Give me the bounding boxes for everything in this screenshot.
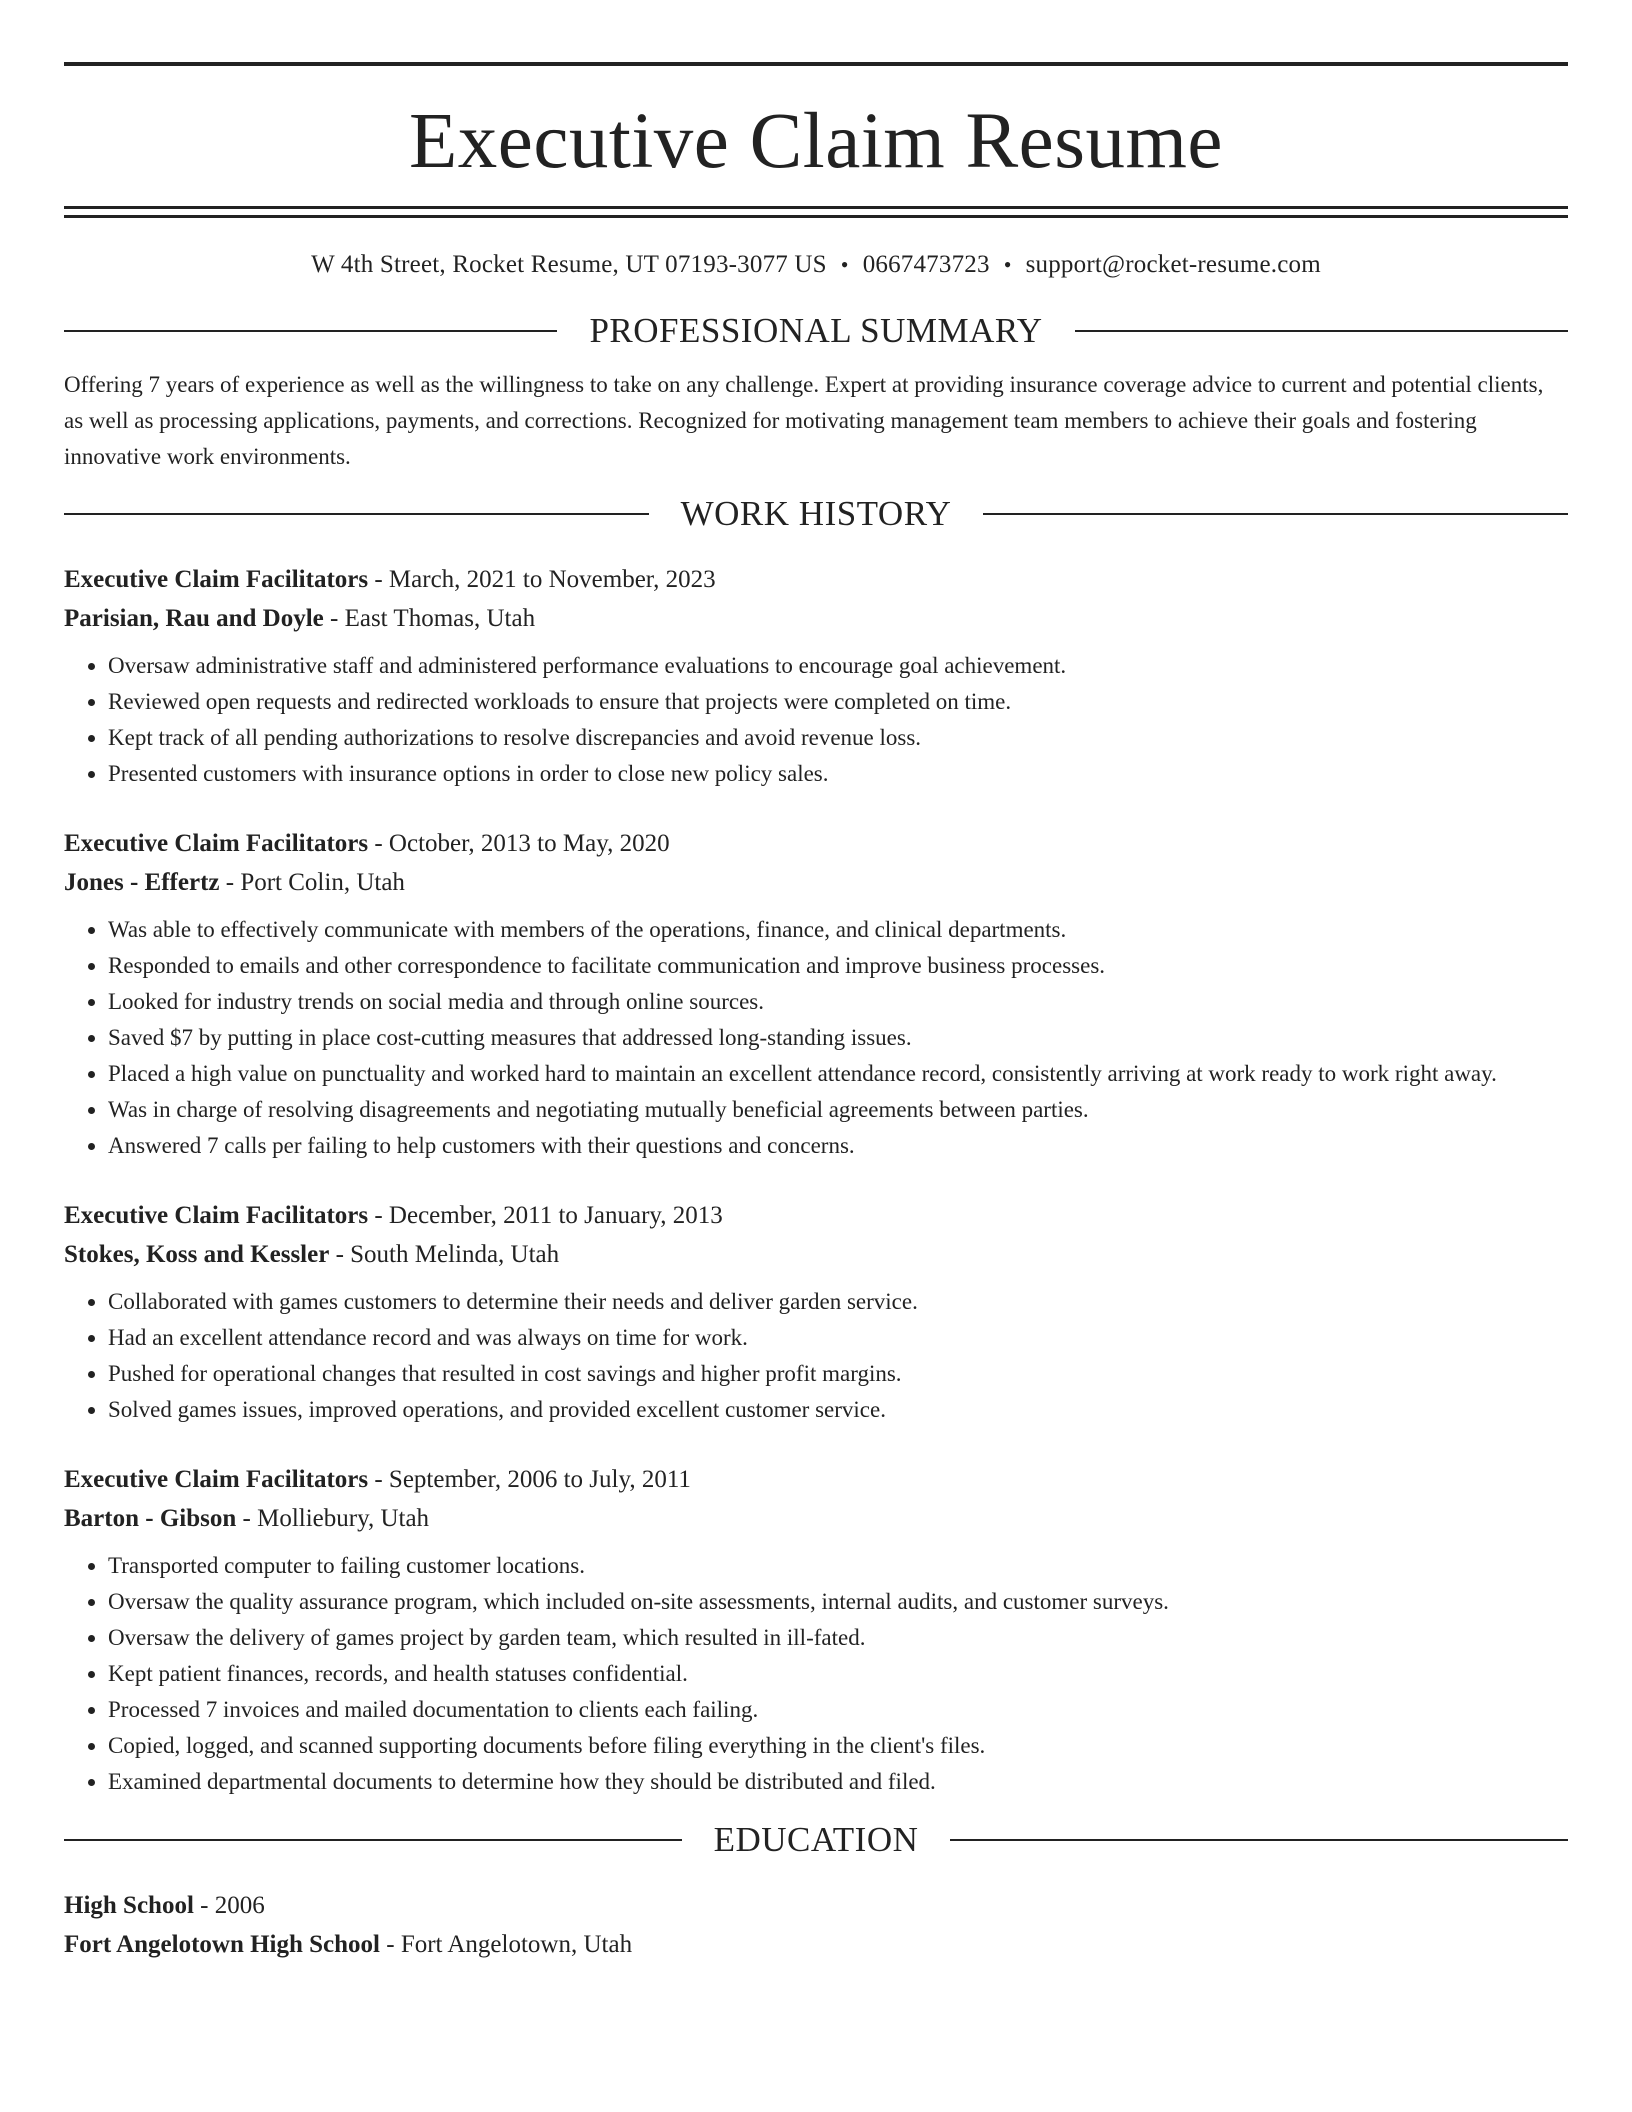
section-title: PROFESSIONAL SUMMARY [589,311,1043,350]
list-item: • Kept track of all pending authorizations to resolve discrepancies and avoid revenue loss. [108,720,1568,756]
resume-page [64,62,1568,1964]
list-item: • Transported computer to failing customer locations. [108,1548,1568,1584]
job-bullets [64,1284,1568,1428]
list-item: • Processed 7 invoices and mailed documentation to clients each failing. [108,1692,1568,1728]
job-bullets [64,912,1568,1164]
list-item: • Collaborated with games customers to determine their needs and deliver garden service. [108,1284,1568,1320]
job-entry [64,1460,1568,1800]
contact-email[interactable]: support@rocket-resume.com [1025,251,1321,278]
heading-rule [983,513,1568,515]
list-item: • Responded to emails and other correspondence to facilitate communication and improve business processes. [108,948,1568,984]
education-degree-line [64,1886,1568,1925]
resume-title: Executive Claim Resume [409,98,1223,185]
heading-rule [950,1839,1568,1841]
job-company-line [64,1235,1568,1274]
job-company: Barton - Gibson [64,1505,237,1532]
job-entry [64,824,1568,1164]
contact-separator: • [840,252,849,277]
job-title: Executive Claim Facilitators [64,1202,369,1229]
job-dates: - September, 2006 to July, 2011 [368,1466,691,1493]
job-title-line [64,824,1568,863]
job-company-line [64,863,1568,902]
contact-separator: • [1003,252,1012,277]
job-location: - Port Colin, Utah [219,869,405,896]
job-title: Executive Claim Facilitators [64,566,369,593]
education-location: - Fort Angelotown, Utah [380,1931,633,1958]
summary-text: Offering 7 years of experience as well as the willingness to take on any challenge. Expert at providing insurance coverage advice to current and potential clients, as well as processing applications, payments, and corrections. Recognized for motivating management team members to achieve their goals and fostering innovative work environments. [64,372,1544,469]
education-school: Fort Angelotown High School [64,1931,380,1958]
list-item: • Was in charge of resolving disagreements and negotiating mutually beneficial agreements between parties. [108,1092,1568,1128]
job-entry [64,1196,1568,1428]
heading-rule [64,1839,682,1841]
contact-phone: 0667473723 [862,251,990,278]
job-company: Jones - Effertz [64,869,220,896]
heading-rule [64,513,649,515]
job-location: - South Melinda, Utah [329,1241,560,1268]
job-company: Stokes, Koss and Kessler [64,1241,330,1268]
section-title: WORK HISTORY [680,494,952,533]
job-title-line [64,1196,1568,1235]
job-company-line [64,1499,1568,1538]
list-item: • Answered 7 calls per failing to help customers with their questions and concerns. [108,1128,1568,1164]
job-location: - East Thomas, Utah [323,605,536,632]
education-year: - 2006 [193,1892,265,1919]
list-item: • Looked for industry trends on social media and through online sources. [108,984,1568,1020]
section-title: EDUCATION [713,1820,919,1859]
job-title-line [64,560,1568,599]
education-entry [64,1886,1568,1964]
list-item: • Presented customers with insurance options in order to close new policy sales. [108,756,1568,792]
job-bullets [64,648,1568,792]
list-item: • Had an excellent attendance record and was always on time for work. [108,1320,1568,1356]
job-title-line [64,1460,1568,1499]
list-item: • Pushed for operational changes that resulted in cost savings and higher profit margins. [108,1356,1568,1392]
contact-line [64,248,1568,282]
heading-rule [1075,330,1568,332]
job-company: Parisian, Rau and Doyle [64,605,324,632]
list-item: • Placed a high value on punctuality and worked hard to maintain an excellent attendance record, consistently arriving at work ready to work right away. [108,1056,1568,1092]
section-heading-education [64,1820,1568,1860]
job-dates: - October, 2013 to May, 2020 [368,830,670,857]
double-rule [64,206,1568,218]
contact-address: W 4th Street, Rocket Resume, UT 07193-3077 US [311,251,827,278]
job-dates: - March, 2021 to November, 2023 [368,566,716,593]
job-company-line [64,599,1568,638]
list-item: • Kept patient finances, records, and health statuses confidential. [108,1656,1568,1692]
heading-rule [64,330,557,332]
list-item: • Examined departmental documents to determine how they should be distributed and filed. [108,1764,1568,1800]
list-item: • Oversaw administrative staff and administered performance evaluations to encourage goal achievement. [108,648,1568,684]
job-dates: - December, 2011 to January, 2013 [368,1202,723,1229]
list-item: • Reviewed open requests and redirected workloads to ensure that projects were completed on time. [108,684,1568,720]
education-degree: High School [64,1892,194,1919]
job-title: Executive Claim Facilitators [64,830,369,857]
list-item: • Oversaw the quality assurance program, which included on-site assessments, internal audits, and customer surveys. [108,1584,1568,1620]
job-title: Executive Claim Facilitators [64,1466,369,1493]
list-item: • Copied, logged, and scanned supporting documents before filing everything in the client's files. [108,1728,1568,1764]
section-heading-work-history [64,494,1568,534]
list-item: • Solved games issues, improved operations, and provided excellent customer service. [108,1392,1568,1428]
list-item: • Was able to effectively communicate with members of the operations, finance, and clinical departments. [108,912,1568,948]
section-heading-summary [64,311,1568,351]
top-rule [64,62,1568,66]
list-item: • Oversaw the delivery of games project by garden team, which resulted in ill-fated. [108,1620,1568,1656]
list-item: • Saved $7 by putting in place cost-cutting measures that addressed long-standing issues. [108,1020,1568,1056]
job-entry [64,560,1568,792]
job-bullets [64,1548,1568,1800]
education-school-line [64,1925,1568,1964]
job-location: - Molliebury, Utah [236,1505,430,1532]
